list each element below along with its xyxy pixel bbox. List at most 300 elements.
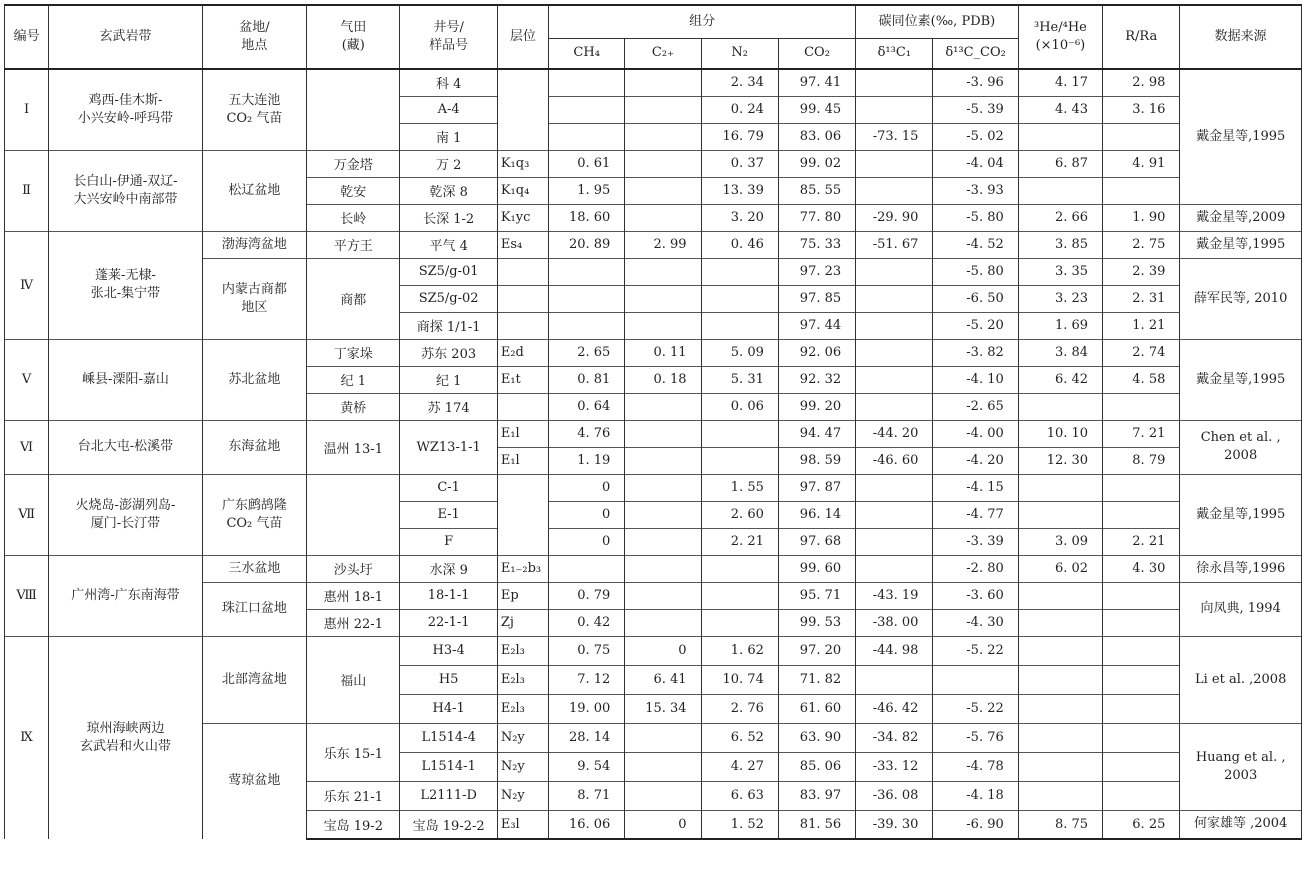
- cell-he: 12. 30: [1018, 447, 1102, 474]
- cell-c2: [625, 204, 701, 231]
- cell-field: 乐东 21-1: [307, 781, 400, 810]
- cell-belt-no: Ⅸ: [5, 636, 49, 839]
- cell-he: 3. 23: [1018, 285, 1102, 312]
- cell-co2: 92. 06: [778, 339, 855, 366]
- cell-rra: 2. 31: [1103, 285, 1180, 312]
- cell-d13cco2: -4. 20: [933, 447, 1018, 474]
- cell-he: [1018, 177, 1102, 204]
- cell-well: 苏 174: [400, 393, 497, 420]
- cell-he: [1018, 474, 1102, 501]
- cell-source: Li et al. ,2008: [1180, 636, 1302, 723]
- cell-rra: [1103, 123, 1180, 150]
- cell-he: 6. 42: [1018, 366, 1102, 393]
- cell-well: 万 2: [400, 150, 497, 177]
- cell-d13cco2: -5. 76: [933, 723, 1018, 752]
- cell-he: [1018, 582, 1102, 609]
- cell-field: 惠州 18-1: [307, 582, 400, 609]
- cell-n2: 0. 37: [701, 150, 778, 177]
- cell-d13cco2: -4. 00: [933, 420, 1018, 447]
- cell-well: 22-1-1: [400, 609, 497, 636]
- cell-field: 万金塔: [307, 150, 400, 177]
- header-d13c1: δ¹³C₁: [856, 38, 933, 69]
- cell-c2: 0. 18: [625, 366, 701, 393]
- cell-co2: 99. 45: [778, 96, 855, 123]
- cell-co2: 97. 44: [778, 312, 855, 339]
- cell-basin: 莺琼盆地: [202, 723, 306, 839]
- cell-d13c1: -73. 15: [856, 123, 933, 150]
- cell-well: 水深 9: [400, 555, 497, 582]
- cell-belt-no: Ⅴ: [5, 339, 49, 420]
- cell-d13cco2: -3. 60: [933, 582, 1018, 609]
- table-row: [5, 636, 1302, 665]
- cell-n2: 3. 20: [701, 204, 778, 231]
- cell-co2: 97. 85: [778, 285, 855, 312]
- cell-c2: [625, 474, 701, 501]
- cell-well: H3-4: [400, 636, 497, 665]
- cell-source: 戴金星等,1995: [1180, 339, 1302, 420]
- cell-co2: 83. 06: [778, 123, 855, 150]
- cell-c2: [625, 312, 701, 339]
- cell-co2: 71. 82: [778, 665, 855, 694]
- cell-d13cco2: -6. 50: [933, 285, 1018, 312]
- cell-layer: [497, 312, 548, 339]
- table-row: [5, 69, 1302, 96]
- cell-ch4: 0. 42: [549, 609, 625, 636]
- cell-he: 3. 85: [1018, 231, 1102, 258]
- cell-rra: 4. 91: [1103, 150, 1180, 177]
- cell-rra: [1103, 177, 1180, 204]
- cell-d13cco2: -4. 18: [933, 781, 1018, 810]
- cell-belt-no: Ⅵ: [5, 420, 49, 474]
- cell-n2: 10. 74: [701, 665, 778, 694]
- cell-c2: 0: [625, 636, 701, 665]
- cell-c2: 2. 99: [625, 231, 701, 258]
- cell-rra: [1103, 501, 1180, 528]
- cell-n2: 0. 06: [701, 393, 778, 420]
- cell-ch4: 0: [549, 528, 625, 555]
- cell-basin: 渤海湾盆地: [202, 231, 306, 258]
- cell-d13cco2: [933, 665, 1018, 694]
- cell-well: 宝岛 19-2-2: [400, 810, 497, 839]
- cell-co2: 77. 80: [778, 204, 855, 231]
- cell-field: 福山: [307, 636, 400, 723]
- cell-belt-no: Ⅷ: [5, 555, 49, 636]
- header-field: 气田 (藏): [307, 5, 400, 69]
- cell-basin: 东海盆地: [202, 420, 306, 474]
- cell-d13cco2: -3. 96: [933, 69, 1018, 96]
- cell-layer: N₂y: [497, 752, 548, 781]
- cell-basin: 北部湾盆地: [202, 636, 306, 723]
- cell-d13c1: [856, 393, 933, 420]
- cell-d13c1: -44. 98: [856, 636, 933, 665]
- gas-composition-table: [4, 4, 1302, 840]
- cell-he: [1018, 723, 1102, 752]
- cell-layer: E₂l₃: [497, 665, 548, 694]
- cell-well: L2111-D: [400, 781, 497, 810]
- cell-he: 8. 75: [1018, 810, 1102, 839]
- cell-well: 平气 4: [400, 231, 497, 258]
- cell-ch4: 8. 71: [549, 781, 625, 810]
- cell-well: 商探 1/1-1: [400, 312, 497, 339]
- cell-rra: [1103, 393, 1180, 420]
- cell-d13c1: -34. 82: [856, 723, 933, 752]
- cell-c2: [625, 123, 701, 150]
- cell-c2: 15. 34: [625, 694, 701, 723]
- header-c2: C₂₊: [625, 38, 701, 69]
- cell-c2: 0. 11: [625, 339, 701, 366]
- cell-rra: [1103, 752, 1180, 781]
- cell-rra: 8. 79: [1103, 447, 1180, 474]
- cell-field: 纪 1: [307, 366, 400, 393]
- cell-field: 乐东 15-1: [307, 723, 400, 781]
- cell-d13cco2: -5. 20: [933, 312, 1018, 339]
- cell-layer: E₁l: [497, 447, 548, 474]
- cell-he: [1018, 665, 1102, 694]
- cell-field: 丁家垛: [307, 339, 400, 366]
- cell-belt-no: Ⅶ: [5, 474, 49, 555]
- cell-rra: 3. 16: [1103, 96, 1180, 123]
- cell-d13cco2: -5. 22: [933, 694, 1018, 723]
- cell-d13c1: -51. 67: [856, 231, 933, 258]
- cell-n2: 1. 62: [701, 636, 778, 665]
- header-co2: CO₂: [778, 38, 855, 69]
- cell-belt-name: 嵊县-溧阳-嘉山: [49, 339, 203, 420]
- cell-belt-name: 台北大屯-松溪带: [49, 420, 203, 474]
- header-d13cco2: δ¹³C_CO₂: [933, 38, 1018, 69]
- cell-c2: [625, 609, 701, 636]
- cell-d13c1: [856, 555, 933, 582]
- cell-well: WZ13-1-1: [400, 420, 497, 474]
- cell-field: 长岭: [307, 204, 400, 231]
- cell-ch4: 1. 95: [549, 177, 625, 204]
- cell-d13cco2: -5. 22: [933, 636, 1018, 665]
- cell-c2: [625, 258, 701, 285]
- cell-field: 沙头圩: [307, 555, 400, 582]
- cell-layer: K₁yc: [497, 204, 548, 231]
- cell-layer: [497, 474, 548, 555]
- header-source: 数据来源: [1180, 5, 1302, 69]
- header-n2: N₂: [701, 38, 778, 69]
- cell-co2: 83. 97: [778, 781, 855, 810]
- cell-field: [307, 474, 400, 555]
- cell-ch4: [549, 96, 625, 123]
- cell-he: 3. 35: [1018, 258, 1102, 285]
- header-ch4: CH₄: [549, 38, 625, 69]
- cell-field: 商都: [307, 258, 400, 339]
- cell-co2: 97. 23: [778, 258, 855, 285]
- cell-field: 宝岛 19-2: [307, 810, 400, 839]
- cell-d13c1: [856, 177, 933, 204]
- cell-ch4: 4. 76: [549, 420, 625, 447]
- cell-basin: 内蒙古商都 地区: [202, 258, 306, 339]
- cell-belt-name: 琼州海峡两边 玄武岩和火山带: [49, 636, 203, 839]
- cell-d13c1: [856, 339, 933, 366]
- cell-n2: 5. 09: [701, 339, 778, 366]
- table-row: [5, 150, 1302, 177]
- cell-he: [1018, 609, 1102, 636]
- cell-he: 6. 02: [1018, 555, 1102, 582]
- cell-rra: [1103, 474, 1180, 501]
- cell-well: H5: [400, 665, 497, 694]
- cell-d13c1: -39. 30: [856, 810, 933, 839]
- header-composition: 组分: [549, 5, 856, 38]
- cell-belt-name: 长白山-伊通-双辽- 大兴安岭中南部带: [49, 150, 203, 231]
- cell-co2: 97. 20: [778, 636, 855, 665]
- cell-n2: 0. 46: [701, 231, 778, 258]
- cell-ch4: 1. 19: [549, 447, 625, 474]
- table-row: [5, 474, 1302, 501]
- cell-n2: 13. 39: [701, 177, 778, 204]
- cell-n2: 1. 55: [701, 474, 778, 501]
- cell-c2: [625, 177, 701, 204]
- cell-ch4: 28. 14: [549, 723, 625, 752]
- cell-rra: [1103, 582, 1180, 609]
- cell-d13c1: [856, 665, 933, 694]
- cell-d13cco2: -3. 82: [933, 339, 1018, 366]
- cell-basin: 广东鹧鸪隆 CO₂ 气苗: [202, 474, 306, 555]
- cell-rra: 6. 25: [1103, 810, 1180, 839]
- cell-layer: K₁q₄: [497, 177, 548, 204]
- cell-ch4: 0. 61: [549, 150, 625, 177]
- cell-c2: [625, 781, 701, 810]
- cell-co2: 99. 53: [778, 609, 855, 636]
- cell-well: SZ5/g-02: [400, 285, 497, 312]
- cell-layer: N₂y: [497, 781, 548, 810]
- cell-ch4: 0. 64: [549, 393, 625, 420]
- cell-belt-no: Ⅱ: [5, 150, 49, 231]
- cell-d13c1: [856, 474, 933, 501]
- cell-well: C-1: [400, 474, 497, 501]
- cell-ch4: [549, 258, 625, 285]
- cell-well: E-1: [400, 501, 497, 528]
- cell-n2: 5. 31: [701, 366, 778, 393]
- cell-layer: Ep: [497, 582, 548, 609]
- cell-well: 南 1: [400, 123, 497, 150]
- cell-layer: [497, 285, 548, 312]
- cell-d13cco2: -5. 02: [933, 123, 1018, 150]
- cell-co2: 85. 55: [778, 177, 855, 204]
- cell-d13c1: -43. 19: [856, 582, 933, 609]
- cell-d13c1: -38. 00: [856, 609, 933, 636]
- cell-layer: E₁t: [497, 366, 548, 393]
- cell-n2: [701, 285, 778, 312]
- cell-c2: 0: [625, 810, 701, 839]
- cell-rra: [1103, 636, 1180, 665]
- header-basin: 盆地/ 地点: [202, 5, 306, 69]
- cell-n2: 2. 76: [701, 694, 778, 723]
- cell-source: 戴金星等,2009: [1180, 204, 1302, 231]
- cell-ch4: 18. 60: [549, 204, 625, 231]
- cell-co2: 95. 71: [778, 582, 855, 609]
- cell-c2: 6. 41: [625, 665, 701, 694]
- cell-belt-name: 广州湾-广东南海带: [49, 555, 203, 636]
- table-row: [5, 231, 1302, 258]
- cell-rra: 4. 58: [1103, 366, 1180, 393]
- cell-d13cco2: -3. 93: [933, 177, 1018, 204]
- cell-c2: [625, 528, 701, 555]
- cell-well: A-4: [400, 96, 497, 123]
- header-he: ³He/⁴He (×10⁻⁶): [1018, 5, 1102, 69]
- cell-rra: 2. 21: [1103, 528, 1180, 555]
- cell-d13c1: [856, 501, 933, 528]
- cell-he: 4. 43: [1018, 96, 1102, 123]
- cell-ch4: 0: [549, 474, 625, 501]
- table-row: [5, 555, 1302, 582]
- header-layer: 层位: [497, 5, 548, 69]
- cell-basin: 珠江口盆地: [202, 582, 306, 636]
- cell-he: 10. 10: [1018, 420, 1102, 447]
- cell-source: 何家雄等 ,2004: [1180, 810, 1302, 839]
- cell-belt-name: 鸡西-佳木斯- 小兴安岭-呼玛带: [49, 69, 203, 150]
- cell-he: 2. 66: [1018, 204, 1102, 231]
- header-isotope: 碳同位素(‰, PDB): [856, 5, 1019, 38]
- cell-field: [307, 69, 400, 150]
- cell-n2: [701, 582, 778, 609]
- cell-rra: 2. 39: [1103, 258, 1180, 285]
- cell-c2: [625, 420, 701, 447]
- cell-d13c1: -46. 60: [856, 447, 933, 474]
- cell-n2: [701, 312, 778, 339]
- header-rra: R/Ra: [1103, 5, 1180, 69]
- cell-layer: [497, 393, 548, 420]
- cell-ch4: 0. 79: [549, 582, 625, 609]
- cell-rra: 4. 30: [1103, 555, 1180, 582]
- cell-d13c1: [856, 366, 933, 393]
- cell-ch4: [549, 69, 625, 96]
- cell-n2: 1. 52: [701, 810, 778, 839]
- cell-n2: 6. 63: [701, 781, 778, 810]
- cell-d13cco2: -5. 80: [933, 258, 1018, 285]
- cell-source: 向凤典, 1994: [1180, 582, 1302, 636]
- cell-d13c1: -29. 90: [856, 204, 933, 231]
- cell-layer: E₂l₃: [497, 694, 548, 723]
- cell-d13cco2: -6. 90: [933, 810, 1018, 839]
- cell-layer: N₂y: [497, 723, 548, 752]
- cell-d13c1: [856, 69, 933, 96]
- cell-d13cco2: -4. 30: [933, 609, 1018, 636]
- cell-ch4: 0. 75: [549, 636, 625, 665]
- cell-layer: K₁q₃: [497, 150, 548, 177]
- cell-ch4: [549, 285, 625, 312]
- cell-c2: [625, 723, 701, 752]
- cell-c2: [625, 393, 701, 420]
- cell-well: 乾深 8: [400, 177, 497, 204]
- table-row: [5, 339, 1302, 366]
- cell-layer: E₁l: [497, 420, 548, 447]
- cell-c2: [625, 285, 701, 312]
- header-well: 井号/ 样品号: [400, 5, 497, 69]
- cell-he: [1018, 781, 1102, 810]
- cell-d13cco2: -2. 65: [933, 393, 1018, 420]
- cell-c2: [625, 501, 701, 528]
- cell-belt-no: Ⅰ: [5, 69, 49, 150]
- cell-ch4: [549, 555, 625, 582]
- cell-layer: [497, 258, 548, 285]
- cell-he: 4. 17: [1018, 69, 1102, 96]
- cell-field: 乾安: [307, 177, 400, 204]
- table-row: [5, 420, 1302, 447]
- cell-he: [1018, 752, 1102, 781]
- cell-d13cco2: -4. 78: [933, 752, 1018, 781]
- cell-he: [1018, 501, 1102, 528]
- cell-basin: 五大连池 CO₂ 气苗: [202, 69, 306, 150]
- cell-basin: 苏北盆地: [202, 339, 306, 420]
- cell-field: 惠州 22-1: [307, 609, 400, 636]
- cell-rra: 1. 21: [1103, 312, 1180, 339]
- cell-d13c1: [856, 150, 933, 177]
- cell-field: 温州 13-1: [307, 420, 400, 474]
- cell-layer: E₂l₃: [497, 636, 548, 665]
- header-belt: 玄武岩带: [49, 5, 203, 69]
- cell-layer: E₁₋₂b₃: [497, 555, 548, 582]
- cell-co2: 61. 60: [778, 694, 855, 723]
- cell-basin: 松辽盆地: [202, 150, 306, 231]
- cell-co2: 97. 68: [778, 528, 855, 555]
- cell-c2: [625, 447, 701, 474]
- cell-d13c1: [856, 528, 933, 555]
- cell-d13c1: -33. 12: [856, 752, 933, 781]
- cell-co2: 97. 87: [778, 474, 855, 501]
- cell-layer: Es₄: [497, 231, 548, 258]
- cell-well: 18-1-1: [400, 582, 497, 609]
- cell-n2: 4. 27: [701, 752, 778, 781]
- cell-co2: 96. 14: [778, 501, 855, 528]
- cell-d13cco2: -4. 04: [933, 150, 1018, 177]
- cell-rra: 1. 90: [1103, 204, 1180, 231]
- cell-well: L1514-1: [400, 752, 497, 781]
- cell-d13cco2: -4. 52: [933, 231, 1018, 258]
- cell-well: 科 4: [400, 69, 497, 96]
- cell-ch4: [549, 312, 625, 339]
- cell-source: Huang et al. , 2003: [1180, 723, 1302, 810]
- cell-rra: 2. 98: [1103, 69, 1180, 96]
- cell-rra: 7. 21: [1103, 420, 1180, 447]
- cell-c2: [625, 69, 701, 96]
- cell-n2: 0. 24: [701, 96, 778, 123]
- cell-co2: 75. 33: [778, 231, 855, 258]
- cell-co2: 81. 56: [778, 810, 855, 839]
- cell-n2: 16. 79: [701, 123, 778, 150]
- cell-c2: [625, 555, 701, 582]
- cell-rra: [1103, 781, 1180, 810]
- cell-well: SZ5/g-01: [400, 258, 497, 285]
- cell-ch4: 0: [549, 501, 625, 528]
- cell-ch4: 7. 12: [549, 665, 625, 694]
- cell-belt-no: Ⅳ: [5, 231, 49, 339]
- cell-layer: E₂d: [497, 339, 548, 366]
- cell-he: [1018, 636, 1102, 665]
- cell-co2: 92. 32: [778, 366, 855, 393]
- cell-d13cco2: -2. 80: [933, 555, 1018, 582]
- cell-basin: 三水盆地: [202, 555, 306, 582]
- cell-rra: [1103, 723, 1180, 752]
- cell-d13cco2: -5. 80: [933, 204, 1018, 231]
- cell-source: 徐永昌等,1996: [1180, 555, 1302, 582]
- cell-c2: [625, 96, 701, 123]
- cell-d13c1: -36. 08: [856, 781, 933, 810]
- cell-d13c1: [856, 258, 933, 285]
- cell-field: 黄桥: [307, 393, 400, 420]
- cell-rra: [1103, 665, 1180, 694]
- cell-d13cco2: -3. 39: [933, 528, 1018, 555]
- cell-well: F: [400, 528, 497, 555]
- cell-ch4: 9. 54: [549, 752, 625, 781]
- cell-well: 纪 1: [400, 366, 497, 393]
- cell-c2: [625, 752, 701, 781]
- cell-d13c1: [856, 285, 933, 312]
- cell-co2: 99. 20: [778, 393, 855, 420]
- cell-ch4: 19. 00: [549, 694, 625, 723]
